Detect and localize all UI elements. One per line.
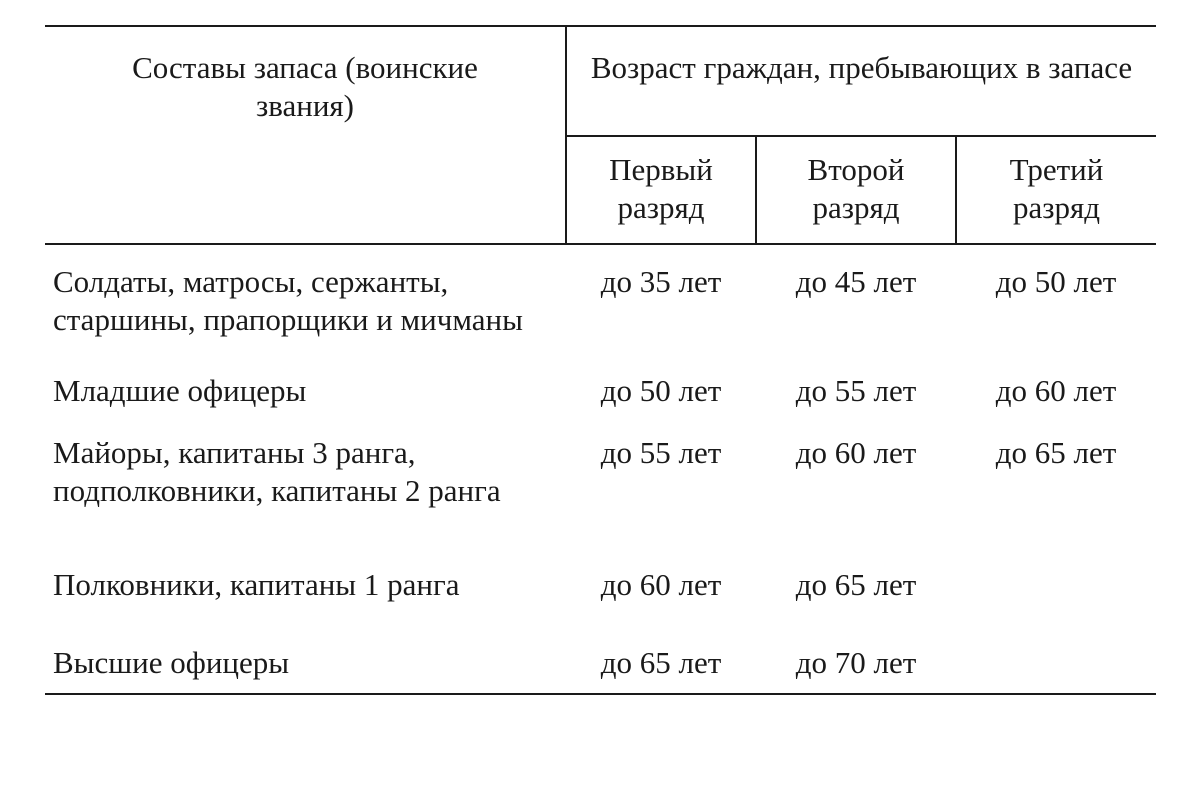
header-category: Составы запаса (воинские звания) <box>45 26 566 244</box>
reserve-age-table <box>45 25 1156 695</box>
cell-rank-first: до 55 лет <box>600 435 722 470</box>
row-category: Солдаты, матросы, сержанты, старшины, прапорщики и мичманы <box>53 264 523 337</box>
cell-rank-first: до 50 лет <box>600 373 722 408</box>
cell-rank-second: до 70 лет <box>756 632 956 694</box>
table-row <box>45 632 1156 694</box>
cell-rank-second: до 55 лет <box>795 373 917 408</box>
header-age-group: Возраст граждан, пребывающих в запасе <box>566 26 1156 136</box>
cell-rank-third <box>956 566 1156 632</box>
cell-rank-first: до 65 лет <box>566 632 756 694</box>
table-row <box>45 426 1156 566</box>
table-row <box>45 566 1156 632</box>
header-row-top <box>45 26 1156 136</box>
cell-rank-third: до 50 лет <box>995 264 1117 299</box>
table-row <box>45 244 1156 364</box>
header-rank-second: Второй разряд <box>756 136 956 244</box>
row-category: Полковники, капитаны 1 ранга <box>53 567 460 602</box>
header-rank-third: Третий разряд <box>956 136 1156 244</box>
cell-rank-third <box>956 632 1156 694</box>
cell-rank-second: до 65 лет <box>795 567 917 602</box>
cell-rank-third: до 65 лет <box>995 435 1117 470</box>
cell-rank-first: до 35 лет <box>600 264 722 299</box>
row-category: Высшие офицеры <box>45 632 566 694</box>
cell-rank-second: до 60 лет <box>795 435 917 470</box>
table-body <box>45 244 1156 694</box>
header-rank-first: Первый разряд <box>566 136 756 244</box>
reserve-age-table-container <box>45 25 1156 695</box>
cell-rank-first: до 60 лет <box>600 567 722 602</box>
row-category: Майоры, капитаны 3 ранга, подполковники, капитаны 2 ранга <box>53 435 501 508</box>
row-category: Младшие офицеры <box>53 373 307 408</box>
table-header <box>45 26 1156 244</box>
cell-rank-third: до 60 лет <box>995 373 1117 408</box>
table-row <box>45 364 1156 426</box>
cell-rank-second: до 45 лет <box>795 264 917 299</box>
